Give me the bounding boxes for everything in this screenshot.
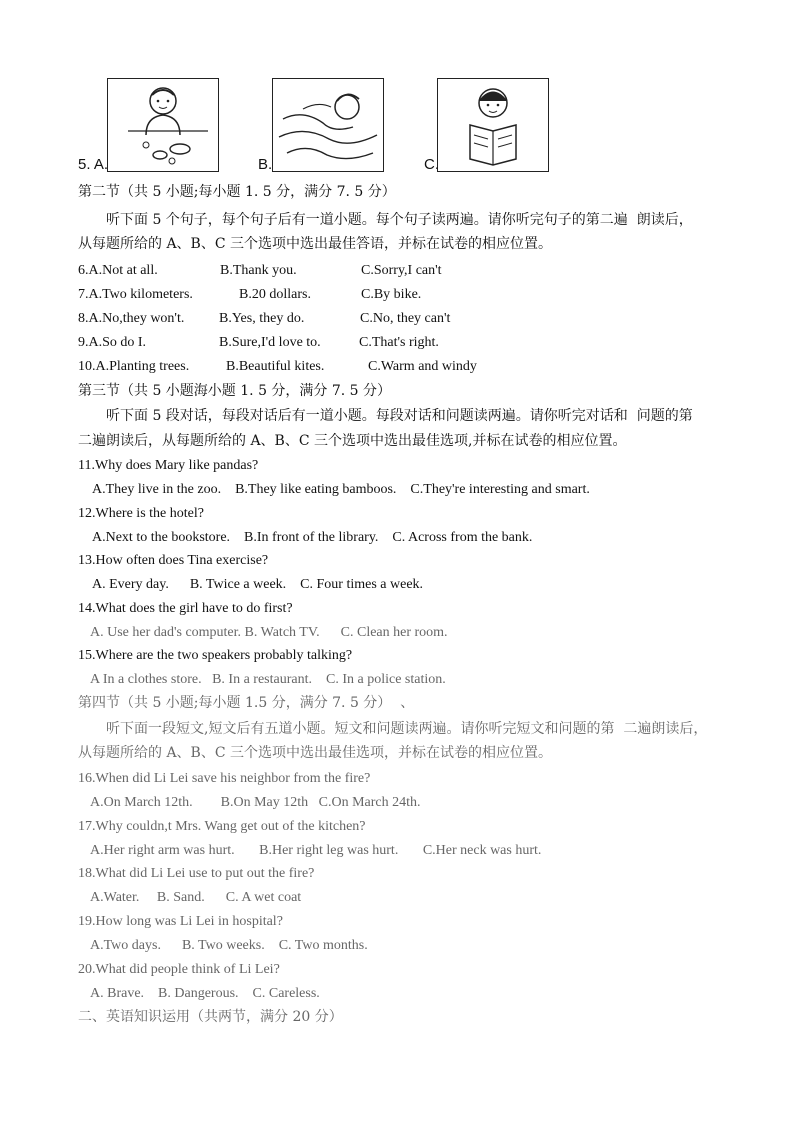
q20-options: A. Brave. B. Dangerous. C. Careless. bbox=[90, 986, 320, 1001]
q10-option-b: B.Beautiful kites. bbox=[226, 359, 325, 374]
part2-heading: 二、英语知识运用（共两节，满分 20 分） bbox=[78, 1009, 343, 1025]
q5-option-b-label: B. bbox=[258, 156, 273, 173]
q20-question: 20.What did people think of Li Lei? bbox=[78, 962, 280, 977]
q9-option-a: 9.A.So do I. bbox=[78, 335, 147, 350]
q7-option-c: C.By bike. bbox=[361, 287, 422, 302]
q7-option-a: 7.A.Two kilometers. bbox=[78, 287, 193, 302]
q16-question: 16.When did Li Lei save his neighbor from the fire? bbox=[78, 771, 371, 786]
q6-option-a: 6.A.Not at all. bbox=[78, 263, 158, 278]
q19-question: 19.How long was Li Lei in hospital? bbox=[78, 914, 283, 929]
section3-instructions-2: 二遍朗读后，从每题所给的 A、B、C 三个选项中选出最佳选项,并标在试卷的相应位置。 bbox=[78, 433, 627, 449]
q18-question: 18.What did Li Lei use to put out the fire? bbox=[78, 866, 315, 881]
picture-a-boy-playing bbox=[107, 78, 219, 172]
section2-instructions-2: 从每题所给的 A、B、C 三个选项中选出最佳答语，并标在试卷的相应位置。 bbox=[78, 236, 553, 252]
picture-b-sleeping-child bbox=[272, 78, 384, 172]
q12-options: A.Next to the bookstore. B.In front of the library. C. Across from the bank. bbox=[92, 530, 533, 545]
q16-options: A.On March 12th. B.On May 12th C.On March 24th. bbox=[90, 795, 421, 810]
q6-option-b: B.Thank you. bbox=[220, 263, 297, 278]
q9-option-c: C.That's right. bbox=[359, 335, 439, 350]
q14-options: A. Use her dad's computer. B. Watch TV. C. Clean her room. bbox=[90, 625, 448, 640]
q8-option-a: 8.A.No,they won't. bbox=[78, 311, 185, 326]
q8-option-b: B.Yes, they do. bbox=[219, 311, 305, 326]
q6-option-c: C.Sorry,I can't bbox=[361, 263, 442, 278]
q12-question: 12.Where is the hotel? bbox=[78, 506, 204, 521]
section4-heading: 第四节（共 5 小题;每小题 1.5 分，满分 7. 5 分） 、 bbox=[78, 695, 415, 711]
section2-heading: 第二节（共 5 小题;每小题 1. 5 分，满分 7. 5 分） bbox=[78, 184, 396, 200]
picture-c-reading-child bbox=[437, 78, 549, 172]
q10-option-a: 10.A.Planting trees. bbox=[78, 359, 190, 374]
section3-instructions-1: 听下面 5 段对话，每段对话后有一道小题。每段对话和问题读两遍。请你听完对话和 问题的第 bbox=[106, 408, 693, 424]
section4-instructions-1: 听下面一段短文,短文后有五道小题。短文和问题读两遍。请你听完短文和问题的第 二遍朗读后， bbox=[106, 721, 708, 737]
q15-options: A In a clothes store. B. In a restaurant. C. In a police station. bbox=[90, 672, 446, 687]
q8-option-c: C.No, they can't bbox=[360, 311, 451, 326]
q14-question: 14.What does the girl have to do first? bbox=[78, 601, 293, 616]
q19-options: A.Two days. B. Two weeks. C. Two months. bbox=[90, 938, 368, 953]
q11-question: 11.Why does Mary like pandas? bbox=[78, 458, 259, 473]
section3-heading: 第三节（共 5 小题海小题 1. 5 分，满分 7. 5 分） bbox=[78, 383, 392, 399]
q18-options: A.Water. B. Sand. C. A wet coat bbox=[90, 890, 302, 905]
q10-option-c: C.Warm and windy bbox=[368, 359, 477, 374]
q13-question: 13.How often does Tina exercise? bbox=[78, 553, 269, 568]
q7-option-b: B.20 dollars. bbox=[239, 287, 311, 302]
q11-options: A.They live in the zoo. B.They like eating bamboos. C.They're interesting and smart. bbox=[92, 482, 590, 497]
q17-question: 17.Why couldn,t Mrs. Wang get out of the kitchen? bbox=[78, 819, 366, 834]
q13-options: A. Every day. B. Twice a week. C. Four times a week. bbox=[92, 577, 424, 592]
q5-option-c-label: C. bbox=[424, 156, 439, 173]
q15-question: 15.Where are the two speakers probably talking? bbox=[78, 648, 353, 663]
q9-option-b: B.Sure,I'd love to. bbox=[219, 335, 321, 350]
q5-label: 5. A. bbox=[78, 156, 109, 173]
section4-instructions-2: 从每题所给的 A、B、C 三个选项中选出最佳选项，并标在试卷的相应位置。 bbox=[78, 745, 553, 761]
section2-instructions-1: 听下面 5 个句子，每个句子后有一道小题。每个句子读两遍。请你听完句子的第二遍 朗读后， bbox=[106, 212, 693, 228]
q17-options: A.Her right arm was hurt. B.Her right leg was hurt. C.Her neck was hurt. bbox=[90, 843, 542, 858]
